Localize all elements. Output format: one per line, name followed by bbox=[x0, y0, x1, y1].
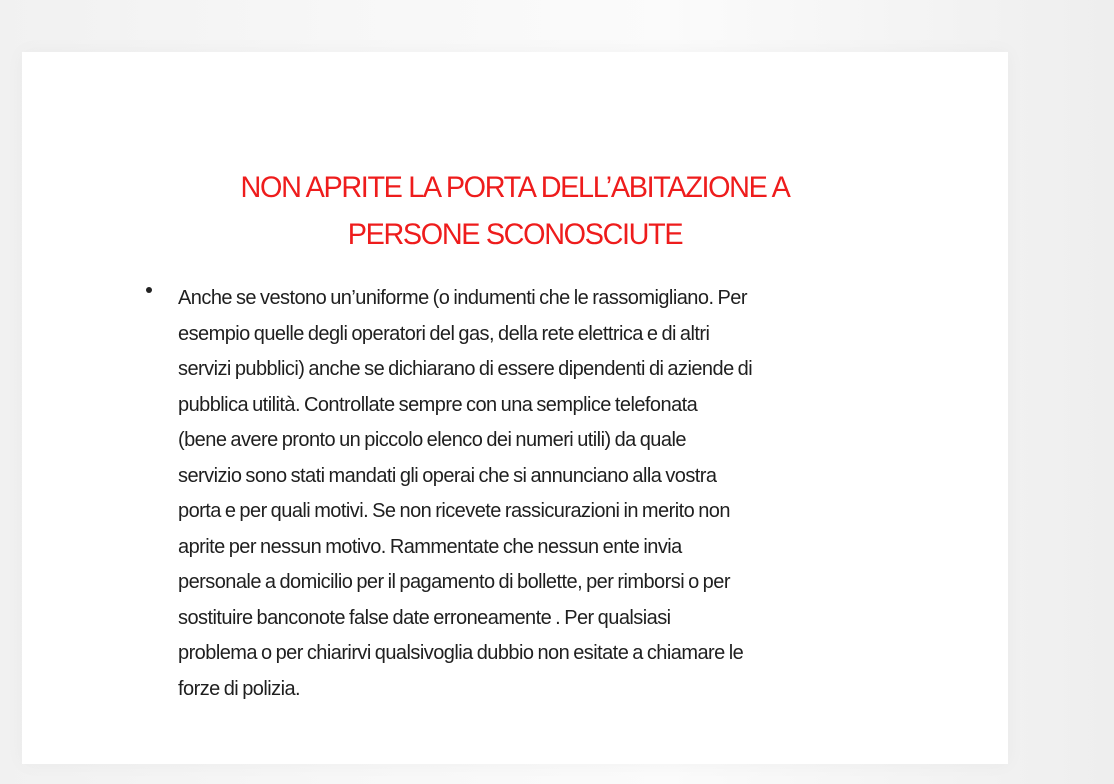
bullet-line: servizio sono stati mandati gli operai che si annunciano alla vostra bbox=[178, 464, 717, 487]
bullet-line: aprite per nessun motivo. Rammentate che nessun ente invia bbox=[178, 535, 682, 558]
slide bbox=[22, 52, 1008, 764]
bullet-line: servizi pubblici) anche se dichiarano di essere dipendenti di aziende di bbox=[178, 358, 753, 380]
bullet-dot-icon bbox=[146, 287, 152, 293]
bullet-item bbox=[140, 281, 940, 707]
bullet-list bbox=[140, 288, 940, 707]
slide-title-line: NON APRITE LA PORTA DELL’ABITAZIONE A bbox=[240, 171, 790, 205]
bullet-text bbox=[178, 281, 940, 707]
bullet-line: porta e per quali motivi. Se non ricevete rassicurazioni in merito non bbox=[178, 500, 730, 522]
bullet-line: problema o per chiarirvi qualsivoglia dubbio non esitate a chiamare le bbox=[178, 642, 744, 664]
slide-title bbox=[42, 164, 989, 258]
bullet-line: pubblica utilità. Controllate sempre con una semplice telefonata bbox=[178, 393, 698, 416]
bullet-line: esempio quelle degli operatori del gas, della rete elettrica e di altri bbox=[178, 322, 710, 345]
bullet-line: Anche se vestono un’uniforme (o indumenti che le rassomigliano. Per bbox=[178, 287, 747, 309]
bullet-line: sostituire banconote false date erroneamente . Per qualsiasi bbox=[178, 606, 671, 629]
slide-title-line: PERSONE SCONOSCIUTE bbox=[347, 218, 683, 252]
bullet-line: personale a domicilio per il pagamento di bollette, per rimborsi o per bbox=[178, 571, 730, 593]
bullet-line: (bene avere pronto un piccolo elenco dei numeri utili) da quale bbox=[178, 429, 686, 451]
bullet-line: forze di polizia. bbox=[178, 677, 301, 700]
